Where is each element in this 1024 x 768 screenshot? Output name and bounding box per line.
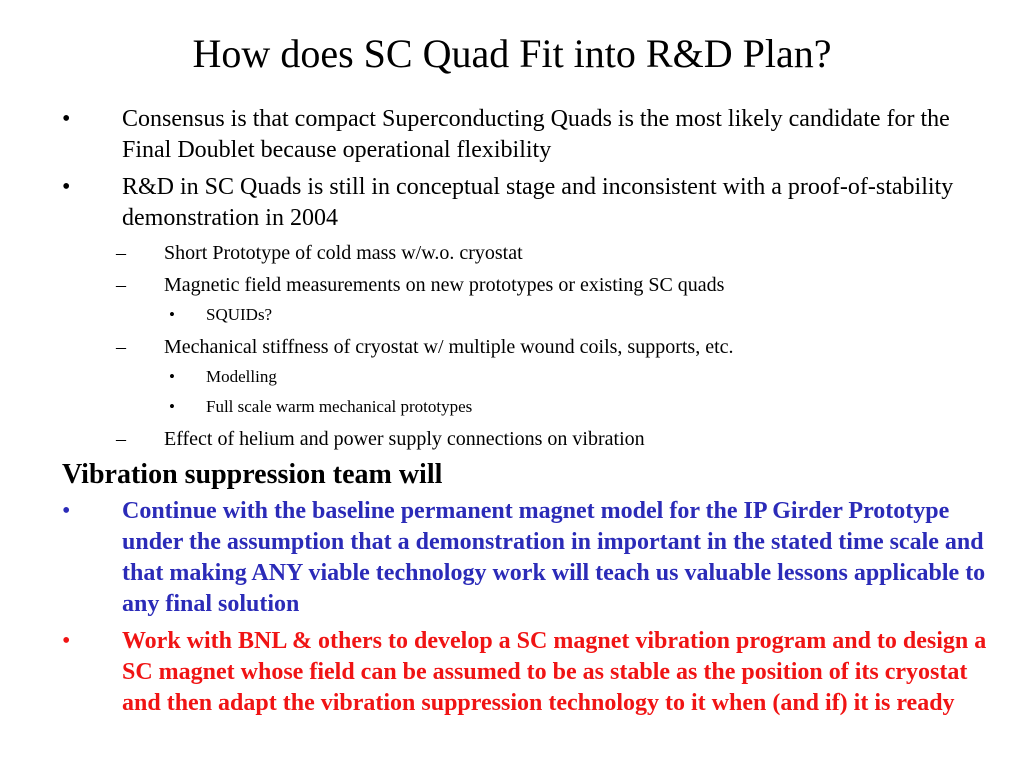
slide-body bbox=[62, 104, 992, 725]
sub-sub-item bbox=[169, 304, 992, 326]
dash-marker: – bbox=[116, 274, 126, 296]
sub-sub-item-text: SQUIDs? bbox=[206, 305, 273, 324]
sub-item-text: Short Prototype of cold mass w/w.o. cryostat bbox=[164, 242, 523, 264]
dash-marker: – bbox=[116, 336, 126, 358]
bullet-item bbox=[62, 172, 992, 234]
sub-sub-item bbox=[169, 396, 992, 418]
bullet-item-red bbox=[62, 626, 992, 719]
sub-sub-item-text: Full scale warm mechanical prototypes bbox=[206, 397, 473, 416]
bullet-marker: • bbox=[169, 397, 175, 416]
bullet-marker: • bbox=[169, 305, 175, 324]
sub-item bbox=[116, 426, 992, 452]
bullet-text: Work with BNL & others to develop a SC magnet vibration program and to design a SC magnet whose field can be assumed to be as stable as the position of its cryostat and then adapt the vibration suppression technology to it when (and if) it is ready bbox=[122, 628, 987, 716]
bullet-item bbox=[62, 104, 992, 166]
bullet-text: Consensus is that compact Superconducting Quads is the most likely candidate for the Final Doublet because operational flexibility bbox=[122, 106, 950, 163]
bullet-marker: • bbox=[62, 498, 71, 524]
bullet-marker: • bbox=[169, 367, 175, 386]
sub-sub-item bbox=[169, 366, 992, 388]
bullet-item-blue bbox=[62, 496, 992, 620]
sub-item-text: Mechanical stiffness of cryostat w/ multiple wound coils, supports, etc. bbox=[164, 336, 734, 358]
dash-marker: – bbox=[116, 242, 126, 264]
bullet-marker: • bbox=[62, 106, 71, 132]
sub-item-text: Effect of helium and power supply connections on vibration bbox=[164, 428, 645, 450]
sub-item bbox=[116, 240, 992, 266]
section-heading: Vibration suppression team will bbox=[62, 459, 443, 490]
bullet-text: R&D in SC Quads is still in conceptual stage and inconsistent with a proof-of-stability demonstration in 2004 bbox=[122, 174, 954, 231]
bullet-marker: • bbox=[62, 174, 71, 200]
bullet-text: Continue with the baseline permanent magnet model for the IP Girder Prototype under the assumption that a demonstration in important in the stated time scale and that making ANY viable technology work will teach us valuable lessons applicable to any final solution bbox=[122, 498, 986, 617]
sub-item bbox=[116, 272, 992, 298]
sub-item bbox=[116, 334, 992, 360]
bullet-marker: • bbox=[62, 628, 71, 654]
slide-title: How does SC Quad Fit into R&D Plan? bbox=[192, 31, 832, 76]
sub-sub-item-text: Modelling bbox=[206, 367, 277, 386]
sub-item-text: Magnetic field measurements on new prototypes or existing SC quads bbox=[164, 274, 725, 296]
dash-marker: – bbox=[116, 428, 126, 450]
